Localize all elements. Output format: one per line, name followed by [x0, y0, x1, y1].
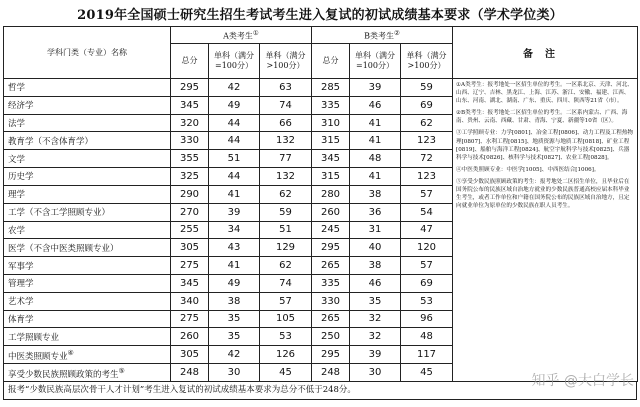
b-single-gt100-score: 45	[401, 364, 453, 382]
discipline-name	[4, 328, 171, 346]
a-single-gt100-score: 53	[260, 328, 312, 346]
note-item: ⑤享受少数民族照顾政策的考生：报考地处二区招生单位，且毕业后在国务院公布的民族区域自治地方就业的少数民族普通高校应届本科毕业生考生，或者工作单位和户籍在国务院公布的民族区域自治地方，且定向就业单位为原单位的少数民族在职人员考生。	[456, 178, 630, 210]
b-total-score: 310	[312, 114, 350, 132]
a-total-score: 260	[171, 328, 209, 346]
a-total-score: 275	[171, 310, 209, 328]
b-total-score: 250	[312, 328, 350, 346]
a-total-score: 295	[171, 79, 209, 97]
discipline-name	[4, 292, 171, 310]
a-single100-score: 49	[209, 96, 260, 114]
b-single100-score: 30	[350, 364, 401, 382]
b-total-score: 345	[312, 150, 350, 168]
a-total-score: 345	[171, 274, 209, 292]
footnote-mark: ④	[67, 347, 74, 357]
discipline-label: 中医类照顾专业	[8, 351, 68, 362]
a-total-header: 总分	[171, 44, 209, 79]
discipline-label: 工学（不含工学照顾专业）	[8, 208, 111, 219]
discipline-name	[4, 150, 171, 168]
b-single100-score: 46	[350, 274, 401, 292]
a-single-gt100-score: 77	[260, 150, 312, 168]
b-single-gt100-score: 96	[401, 310, 453, 328]
discipline-name	[4, 114, 171, 132]
discipline-label: 管理学	[8, 279, 34, 290]
a-single-gt100-score: 129	[260, 239, 312, 257]
a-total-score: 320	[171, 114, 209, 132]
a-single-gt100-score: 62	[260, 185, 312, 203]
a-single100-score: 41	[209, 185, 260, 203]
discipline-label: 教育学（不含体育学）	[8, 136, 94, 147]
b-total-score: 260	[312, 203, 350, 221]
footer-note: 报考“少数民族高层次骨干人才计划”考生进入复试的初试成绩基本要求为总分不低于248分。	[3, 382, 637, 400]
discipline-label: 农学	[8, 225, 26, 236]
b-total-score: 335	[312, 96, 350, 114]
a-single-gt100-score: 132	[260, 132, 312, 150]
discipline-label: 文学	[8, 154, 26, 165]
b-single100-score: 38	[350, 257, 401, 275]
b-single-gt100-score: 53	[401, 292, 453, 310]
a-single-gt100-score: 59	[260, 203, 312, 221]
notes-cell	[453, 79, 638, 382]
b-single-gt100-score: 54	[401, 203, 453, 221]
b-single100-score: 31	[350, 221, 401, 239]
discipline-name	[4, 96, 171, 114]
a-single100-score: 39	[209, 203, 260, 221]
footnote-mark: ⑤	[118, 365, 125, 375]
b-single100-score: 40	[350, 239, 401, 257]
b-total-score: 335	[312, 274, 350, 292]
discipline-label: 享受少数民族照顾政策的考生	[8, 369, 119, 380]
b-single-gt100-score: 69	[401, 96, 453, 114]
b-single-gt100-score: 123	[401, 132, 453, 150]
a-single100-score: 35	[209, 310, 260, 328]
discipline-name	[4, 185, 171, 203]
a-total-score: 275	[171, 257, 209, 275]
note-item: ②B类考生：报考地处二区招生单位的考生。二区系内蒙古、广西、海南、贵州、云南、西藏、甘肃、青海、宁夏、新疆等10省（区）。	[456, 110, 628, 125]
group-b-header: B类考生②	[312, 27, 453, 44]
discipline-name	[4, 257, 171, 275]
discipline-label: 历史学	[8, 172, 34, 183]
b-total-score: 295	[312, 346, 350, 364]
discipline-name	[4, 203, 171, 221]
a-total-score: 325	[171, 168, 209, 186]
watermark: 知乎 @大白学长	[531, 373, 634, 389]
discipline-name	[4, 132, 171, 150]
a-single100-score: 30	[209, 364, 260, 382]
a-single100-score: 42	[209, 346, 260, 364]
a-single-gt100-score: 63	[260, 79, 312, 97]
group-b-footnote-mark: ②	[393, 29, 400, 38]
a-total-score: 305	[171, 239, 209, 257]
a-single100-score: 43	[209, 239, 260, 257]
a-single100-score: 44	[209, 114, 260, 132]
b-single100-score: 41	[350, 132, 401, 150]
b-single-gt100-score: 57	[401, 185, 453, 203]
b-total-score: 280	[312, 185, 350, 203]
b-total-score: 315	[312, 132, 350, 150]
a-single100-score: 42	[209, 79, 260, 97]
discipline-label: 医学（不含中医类照顾专业）	[8, 243, 119, 254]
b-total-score: 315	[312, 168, 350, 186]
a-single-gt100-score: 74	[260, 274, 312, 292]
a-single-gt100-score: 62	[260, 257, 312, 275]
b-single-gt100-score: 59	[401, 79, 453, 97]
b-total-score: 248	[312, 364, 350, 382]
table-row	[4, 79, 638, 97]
a-single100-score: 34	[209, 221, 260, 239]
b-single100-score: 41	[350, 114, 401, 132]
b-single100-score: 35	[350, 292, 401, 310]
b-single100-score: 32	[350, 328, 401, 346]
note-item: ①A类考生：报考地处一区招生单位的考生。一区系北京、天津、河北、山西、辽宁、吉林、黑龙江、上海、江苏、浙江、安徽、福建、江西、山东、河南、湖北、湖南、广东、重庆、四川、陕西等21省（市）。	[456, 82, 633, 105]
group-a-footnote-mark: ①	[252, 29, 259, 38]
a-total-score: 330	[171, 132, 209, 150]
a-total-score: 355	[171, 150, 209, 168]
a-single100-header: 单科（满分=100分）	[209, 44, 260, 79]
discipline-name	[4, 274, 171, 292]
a-single100-score: 41	[209, 257, 260, 275]
a-singlegt100-header: 单科（满分>100分）	[260, 44, 312, 79]
b-single100-score: 38	[350, 185, 401, 203]
discipline-name	[4, 310, 171, 328]
a-total-score: 248	[171, 364, 209, 382]
b-single-gt100-score: 69	[401, 274, 453, 292]
b-single-gt100-score: 117	[401, 346, 453, 364]
b-single100-score: 41	[350, 168, 401, 186]
a-total-score: 305	[171, 346, 209, 364]
discipline-name	[4, 79, 171, 97]
b-single-gt100-score: 120	[401, 239, 453, 257]
a-single-gt100-score: 57	[260, 292, 312, 310]
b-total-score: 330	[312, 292, 350, 310]
a-total-score: 255	[171, 221, 209, 239]
discipline-label: 体育学	[8, 314, 34, 325]
a-single-gt100-score: 66	[260, 114, 312, 132]
a-single-gt100-score: 105	[260, 310, 312, 328]
b-total-header: 总分	[312, 44, 350, 79]
document-title: 2019年全国硕士研究生招生考试考生进入复试的初试成绩基本要求（学术学位类）	[77, 8, 563, 23]
discipline-name	[4, 239, 171, 257]
b-total-score: 285	[312, 79, 350, 97]
discipline-label: 理学	[8, 190, 26, 201]
a-total-score: 290	[171, 185, 209, 203]
discipline-name	[4, 221, 171, 239]
note-item: ③工学照顾专业：力学[0801]、冶金工程[0806]、动力工程及工程热物理[0807]、水利工程[0815]、地质资源与地质工程[0818]、矿业工程[0819]、船舶与海洋工程[0824]、航空宇航科学与技术[0825]、兵器科学与技术[0826]、核科学与技术[0827]、农业工程[0828]。	[456, 130, 634, 161]
b-single-gt100-score: 47	[401, 221, 453, 239]
b-single-gt100-score: 123	[401, 168, 453, 186]
a-single100-score: 51	[209, 150, 260, 168]
a-single-gt100-score: 74	[260, 96, 312, 114]
group-a-header: A类考生①	[171, 27, 312, 44]
b-single100-score: 36	[350, 203, 401, 221]
b-single-gt100-score: 62	[401, 114, 453, 132]
b-single100-score: 39	[350, 346, 401, 364]
b-total-score: 295	[312, 239, 350, 257]
b-total-score: 245	[312, 221, 350, 239]
b-total-score: 265	[312, 257, 350, 275]
a-total-score: 340	[171, 292, 209, 310]
b-single-gt100-score: 72	[401, 150, 453, 168]
a-total-score: 270	[171, 203, 209, 221]
discipline-header: 学科门类（专业）名称	[4, 27, 171, 79]
discipline-label: 工学照顾专业	[8, 332, 60, 343]
a-total-score: 345	[171, 96, 209, 114]
discipline-name	[4, 364, 171, 382]
a-single-gt100-score: 132	[260, 168, 312, 186]
a-single100-score: 49	[209, 274, 260, 292]
discipline-label: 哲学	[8, 83, 26, 94]
note-item: ④中医类照顾专业：中医学[1005]、中西医结合[1006]。	[456, 166, 600, 173]
a-single100-score: 38	[209, 292, 260, 310]
discipline-name	[4, 168, 171, 186]
score-requirements-table	[3, 26, 638, 382]
b-single100-score: 39	[350, 79, 401, 97]
a-single-gt100-score: 45	[260, 364, 312, 382]
b-single-gt100-score: 48	[401, 328, 453, 346]
notes-header: 备注	[453, 27, 638, 79]
b-single100-score: 32	[350, 310, 401, 328]
discipline-name	[4, 346, 171, 364]
b-total-score: 265	[312, 310, 350, 328]
b-single100-score: 48	[350, 150, 401, 168]
discipline-label: 军事学	[8, 261, 34, 272]
b-single-gt100-score: 57	[401, 257, 453, 275]
a-single100-score: 35	[209, 328, 260, 346]
discipline-label: 艺术学	[8, 297, 34, 308]
discipline-label: 经济学	[8, 101, 34, 112]
a-single-gt100-score: 126	[260, 346, 312, 364]
b-single100-header: 单科（满分=100分）	[350, 44, 401, 79]
discipline-label: 法学	[8, 119, 26, 130]
a-single-gt100-score: 51	[260, 221, 312, 239]
a-single100-score: 44	[209, 168, 260, 186]
a-single100-score: 44	[209, 132, 260, 150]
b-singlegt100-header: 单科（满分>100分）	[401, 44, 453, 79]
b-single100-score: 46	[350, 96, 401, 114]
